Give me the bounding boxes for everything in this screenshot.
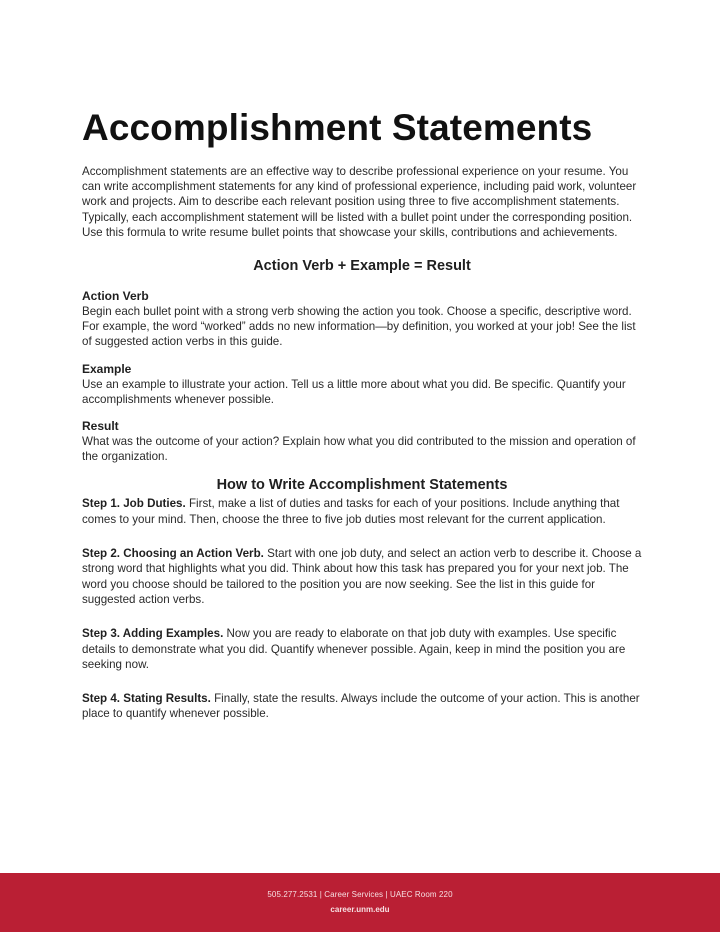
formula-heading: Action Verb + Example = Result (253, 258, 471, 275)
footer-bar (0, 873, 720, 932)
section-title: Action Verb (82, 289, 149, 304)
section-title: Result (82, 419, 119, 434)
section-text: Begin each bullet point with a strong verb showing the action you took. Choose a specific, descriptive word. For example, the word “worked” adds no new information—by definition, you worked at your job! See the list of suggested action verbs in this guide. (82, 305, 636, 349)
page-title: Accomplishment Statements (82, 107, 593, 148)
step-text: First, make a list of duties and tasks for each of your positions. Include anything that comes to your mind. Then, choose the three to five job duties most relevant for the current application. (82, 497, 620, 527)
step-1 (82, 496, 642, 527)
step-3 (82, 626, 642, 673)
steps-heading: How to Write Accomplishment Statements (216, 477, 508, 494)
step-label: Step 3. Adding Examples. (82, 627, 224, 640)
step-label: Step 1. Job Duties. (82, 497, 186, 511)
footer-contact: 505.277.2531 | Career Services | UAEC Room 220 (267, 890, 453, 899)
section-result (82, 419, 642, 464)
section-title: Example (82, 361, 132, 376)
step-text: Finally, state the results. Always include the outcome of your action. This is another place to quantify whenever possible. (82, 691, 640, 721)
section-example (82, 362, 642, 407)
step-label: Step 4. Stating Results. (82, 691, 211, 705)
intro-paragraph: Accomplishment statements are an effective way to describe professional experience on your resume. You can write accomplishment statements for any kind of professional experience, including paid work, volunteer work and projects. Aim to describe each relevant position using three to five accomplishment statements. Typically, each accomplishment statement will be listed with a bullet point under the corresponding position. Use this formula to write resume bullet points that showcase your skills, contributions and achievements. (82, 165, 637, 239)
section-text: Use an example to illustrate your action. Tell us a little more about what you did. Be specific. Quantify your accomplishments whenever possible. (82, 377, 626, 406)
step-label: Step 2. Choosing an Action Verb. (82, 546, 264, 560)
section-action-verb (82, 289, 642, 350)
section-text: What was the outcome of your action? Explain how what you did contributed to the mission and operation of the organization. (82, 435, 636, 464)
step-2 (82, 546, 642, 608)
footer-website-link[interactable]: career.unm.edu (330, 905, 390, 914)
step-text: Now you are ready to elaborate on that job duty with examples. Use specific details to demonstrate what you did. Quantify whenever possible. Again, keep in mind the position you are seeking now. (82, 627, 626, 672)
step-4 (82, 691, 642, 722)
document-content (82, 104, 642, 740)
step-text: Start with one job duty, and select an action verb to describe it. Choose a strong word that highlights what you did. Think about how this task has prepared you for your next job. The word you choose should be tailored to the position you are now seeking. See the list in this guide for suggested action verbs. (82, 546, 642, 607)
